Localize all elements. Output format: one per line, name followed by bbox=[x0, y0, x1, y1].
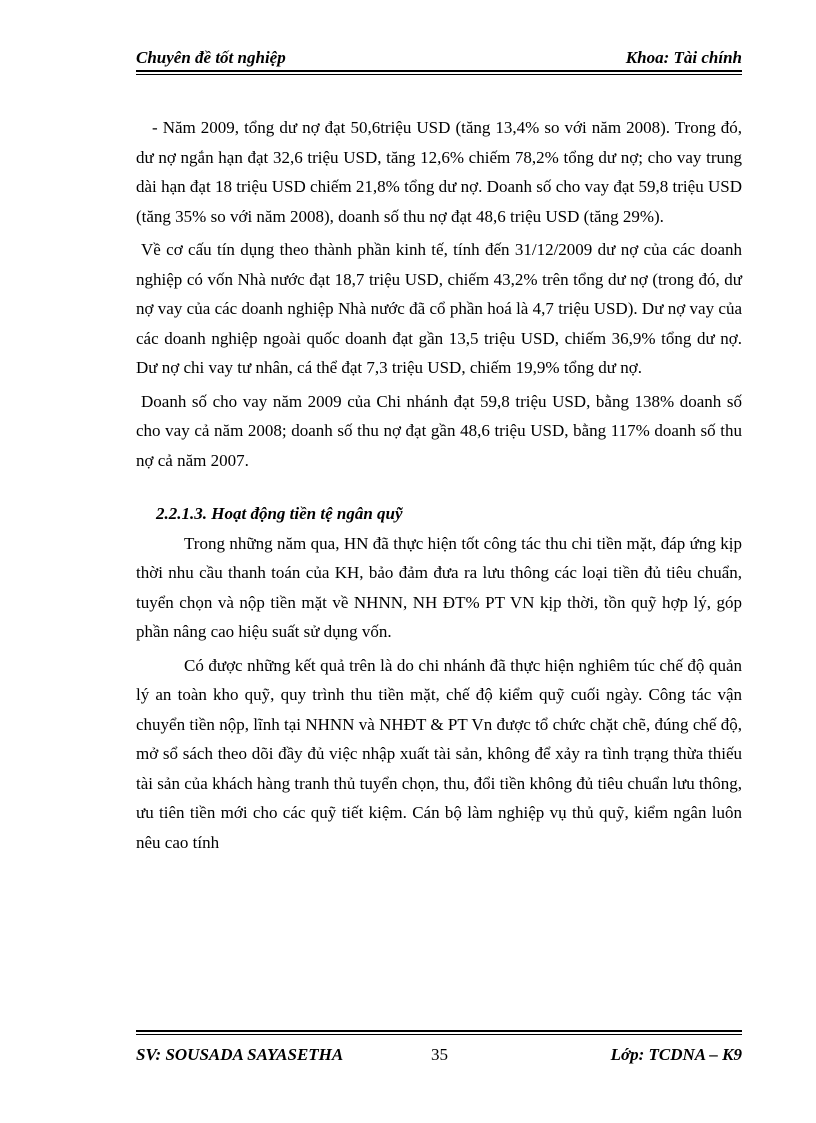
footer-student-name: SV: SOUSADA SAYASETHA bbox=[136, 1045, 344, 1064]
paragraph-lending-turnover: Doanh số cho vay năm 2009 của Chi nhánh đạt 59,8 triệu USD, bằng 138% doanh số cho vay cả năm 2008; doanh số thu nợ đạt gần 48,6 triệu USD, bằng 117% doanh số thu nợ cả năm 2007. bbox=[136, 391, 742, 470]
header-department: Khoa: Tài chính bbox=[625, 48, 742, 67]
footer-class: Lớp: TCDNA – K9 bbox=[610, 1045, 742, 1064]
footer-rule bbox=[136, 1030, 742, 1032]
paragraph-treasury-activity: Trong những năm qua, HN đã thực hiện tốt công tác thu chi tiền mặt, đáp ứng kịp thời nhu cầu thanh toán của KH, bảo đảm đưa ra lưu thông các loại tiền đủ tiêu chuẩn, tuyển chọn và nộp tiền mặt về NHNN, NH ĐT% PT VN kịp thời, tồn quỹ hợp lý, góp phần nâng cao hiệu suất sử dụng vốn. bbox=[136, 533, 742, 641]
section-heading: 2.2.1.3. Hoạt động tiền tệ ngân quỹ bbox=[156, 504, 403, 523]
page-footer bbox=[136, 1045, 742, 1067]
paragraph-credit-structure: Về cơ cấu tín dụng theo thành phần kinh tế, tính đến 31/12/2009 dư nợ của các doanh nghiệp có vốn Nhà nước đạt 18,7 triệu USD, chiếm 43,2% trên tổng dư nợ (trong đó, dư nợ vay của các doanh nghiệp Nhà nước đã cổ phần hoá là 4,7 triệu USD). Dư nợ vay của các doanh nghiệp ngoài quốc doanh đạt gần 13,5 triệu USD, chiếm 36,9% tổng dư nợ. Dư nợ chi vay tư nhân, cá thể đạt 7,3 triệu USD, chiếm 19,9% tổng dư nợ. bbox=[136, 240, 742, 377]
header-title: Chuyên đề tốt nghiệp bbox=[136, 48, 286, 67]
page-number: 35 bbox=[431, 1045, 448, 1064]
header-rule-thin bbox=[136, 74, 742, 75]
footer-rule-thin bbox=[136, 1034, 742, 1035]
header-rule bbox=[136, 70, 742, 72]
paragraph-outstanding-loans-2009: - Năm 2009, tổng dư nợ đạt 50,6triệu USD (tăng 13,4% so với năm 2008). Trong đó, dư nợ ngắn hạn đạt 32,6 triệu USD, tăng 12,6% chiếm 78,2% tổng dư nợ; cho vay trung dài hạn đạt 18 triệu USD chiếm 21,8% tổng dư nợ. Doanh số cho vay đạt 59,8 triệu USD (tăng 35% so với năm 2008), doanh số thu nợ đạt 48,6 triệu USD (tăng 29%). bbox=[136, 118, 742, 226]
page-body bbox=[136, 113, 742, 857]
paragraph-treasury-results: Có được những kết quả trên là do chi nhánh đã thực hiện nghiêm túc chế độ quản lý an toàn kho quỹ, quy trình thu tiền mặt, chế độ kiểm quỹ cuối ngày. Công tác vận chuyển tiền nộp, lĩnh tại NHNN và NHĐT & PT Vn được tổ chức chặt chẽ, đúng chế độ, mở sổ sách theo dõi đầy đủ việc nhập xuất tài sản, không để xảy ra tình trạng thừa thiếu tài sản của khách hàng tranh thủ tuyển chọn, thu, đổi tiền không đủ tiêu chuẩn lưu thông, ưu tiên tiền mới cho các quỹ tiết kiệm. Cán bộ làm nghiệp vụ thủ quỹ, kiểm ngân luôn nêu cao tính bbox=[136, 655, 742, 852]
page-header bbox=[136, 48, 742, 70]
